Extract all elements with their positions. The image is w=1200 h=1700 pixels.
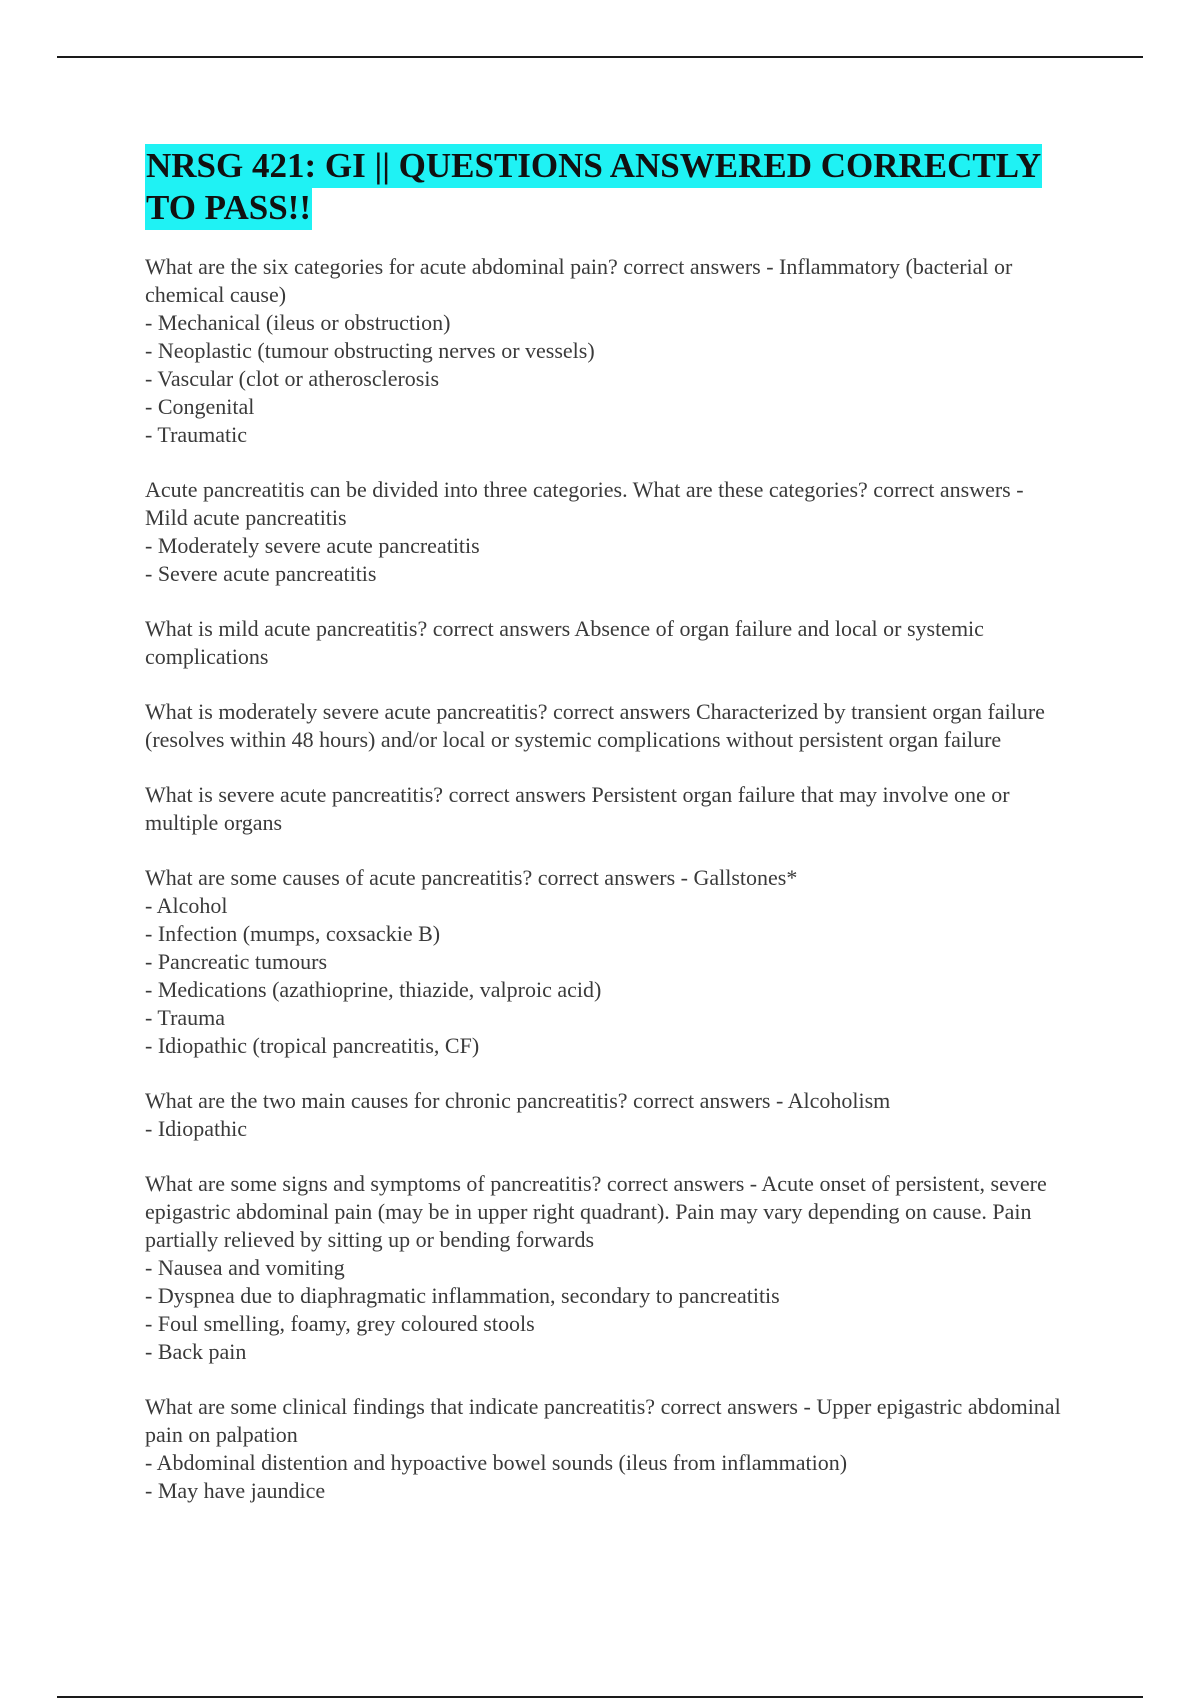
qa-item: [145, 476, 1065, 588]
qa-line: - Idiopathic: [145, 1116, 248, 1141]
qa-line: What are some signs and symptoms of pancreatitis? correct answers - Acute onset of persistent, severe epigastric abdominal pain (may be in upper right quadrant). Pain may vary depending on cause. Pain partially relieved by sitting up or bending forwards: [145, 1171, 1047, 1252]
qa-item: [145, 1170, 1065, 1366]
qa-item: [145, 698, 1065, 754]
qa-item: [145, 864, 1065, 1060]
document-body: [145, 145, 1065, 1532]
qa-line: - Pancreatic tumours: [145, 949, 328, 974]
qa-line: - Alcohol: [145, 893, 228, 918]
qa-line: - Medications (azathioprine, thiazide, valproic acid): [145, 977, 602, 1002]
qa-line: - Nausea and vomiting: [145, 1255, 345, 1280]
qa-line: - Idiopathic (tropical pancreatitis, CF): [145, 1033, 480, 1058]
qa-line: What are some clinical findings that indicate pancreatitis? correct answers - Upper epigastric abdominal pain on palpation: [145, 1394, 1061, 1447]
qa-line: - Vascular (clot or atherosclerosis: [145, 366, 440, 391]
qa-line: - Back pain: [145, 1339, 247, 1364]
qa-item: [145, 615, 1065, 671]
qa-line: - Foul smelling, foamy, grey coloured stools: [145, 1311, 535, 1336]
qa-line: - Trauma: [145, 1005, 226, 1030]
qa-line: - Infection (mumps, coxsackie B): [145, 921, 441, 946]
qa-line: What is severe acute pancreatitis? correct answers Persistent organ failure that may involve one or multiple organs: [145, 782, 1010, 835]
qa-line: What are the six categories for acute abdominal pain? correct answers - Inflammatory (bacterial or chemical cause): [145, 254, 1013, 307]
document-title-text: NRSG 421: GI || QUESTIONS ANSWERED CORRECTLY TO PASS!!: [145, 144, 1042, 230]
qa-item: [145, 1087, 1065, 1143]
qa-line: - Severe acute pancreatitis: [145, 561, 377, 586]
document-title: [145, 145, 1065, 229]
qa-line: - Congenital: [145, 394, 255, 419]
qa-line: Acute pancreatitis can be divided into three categories. What are these categories? correct answers - Mild acute pancreatitis: [145, 477, 1024, 530]
qa-line: - Neoplastic (tumour obstructing nerves or vessels): [145, 338, 595, 363]
qa-line: What are some causes of acute pancreatitis? correct answers - Gallstones*: [145, 865, 798, 890]
qa-item: [145, 781, 1065, 837]
qa-line: - Moderately severe acute pancreatitis: [145, 533, 480, 558]
qa-line: - Abdominal distention and hypoactive bowel sounds (ileus from inflammation): [145, 1450, 848, 1475]
qa-item: [145, 253, 1065, 449]
qa-line: - Dyspnea due to diaphragmatic inflammation, secondary to pancreatitis: [145, 1283, 780, 1308]
footer-rule: [57, 1696, 1143, 1698]
header-rule: [57, 56, 1143, 58]
qa-line: What is moderately severe acute pancreatitis? correct answers Characterized by transient organ failure (resolves within 48 hours) and/or local or systemic complications without persistent organ failure: [145, 699, 1045, 752]
qa-line: What are the two main causes for chronic pancreatitis? correct answers - Alcoholism: [145, 1088, 891, 1113]
qa-line: - Mechanical (ileus or obstruction): [145, 310, 451, 335]
qa-line: - May have jaundice: [145, 1478, 326, 1503]
qa-item: [145, 1393, 1065, 1505]
qa-line: - Traumatic: [145, 422, 248, 447]
qa-line: What is mild acute pancreatitis? correct answers Absence of organ failure and local or systemic complications: [145, 616, 984, 669]
